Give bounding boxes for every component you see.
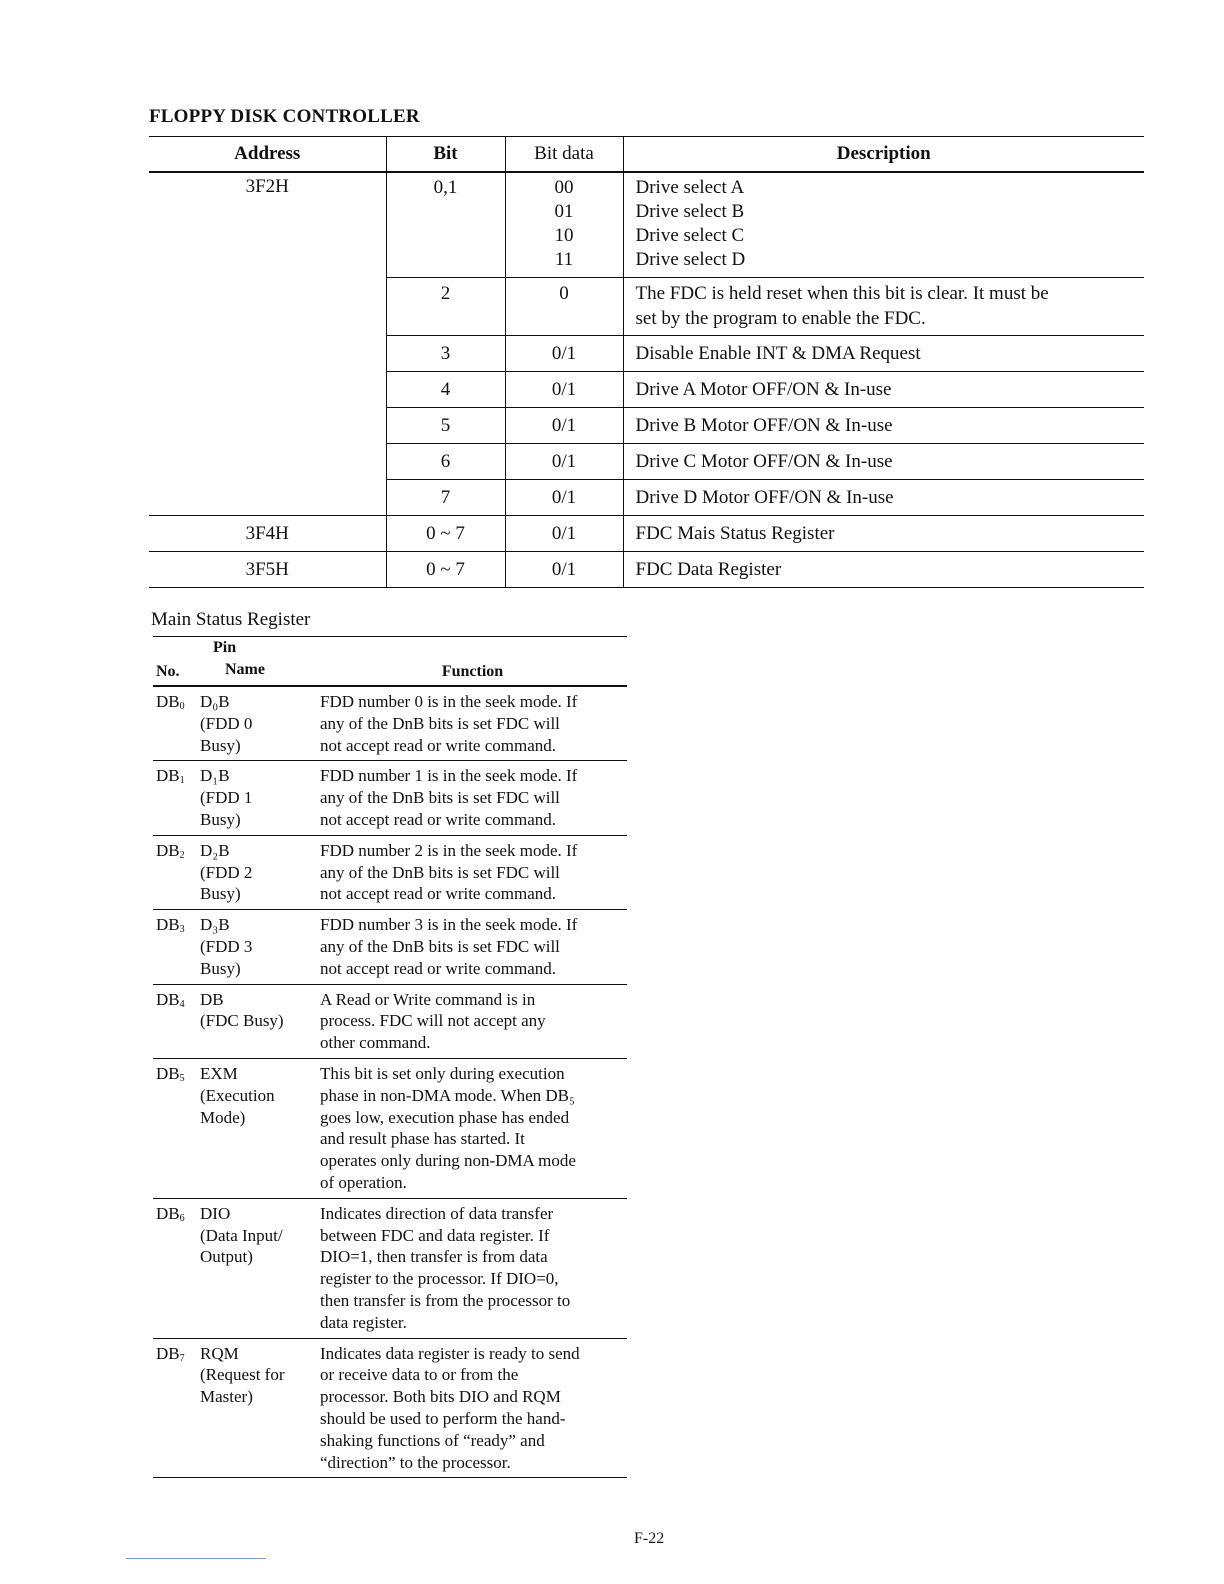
function-line: any of the DnB bits is set FDC will <box>320 788 560 808</box>
pin-name-line: Output) <box>200 1247 253 1267</box>
header-pin: Pin <box>213 639 237 656</box>
function-line: other command. <box>320 1033 431 1053</box>
function-cell <box>318 1058 627 1198</box>
description-cell <box>623 172 1144 278</box>
pin-number-cell <box>153 686 197 761</box>
bit-data-cell: 0/1 <box>505 480 623 516</box>
pin-number-cell <box>153 984 197 1058</box>
header-bit-data: Bit data <box>505 137 623 173</box>
pin-name-line: EXM <box>200 1063 238 1083</box>
description-cell: Drive B Motor OFF/ON & In-use <box>623 408 1144 444</box>
pin-name-cell <box>197 1198 318 1338</box>
description-line: set by the program to enable the FDC. <box>635 307 926 329</box>
pin-name-line: (FDD 3 <box>200 936 253 956</box>
address-cell: 3F5H <box>149 552 386 588</box>
header-bit: Bit <box>386 137 505 173</box>
function-line: any of the DnB bits is set FDC will <box>320 713 560 733</box>
pin-name-line: (FDC Busy) <box>200 1011 284 1031</box>
description-line: The FDC is held reset when this bit is clear. It must be <box>635 283 1049 304</box>
pin-number-cell <box>153 761 197 835</box>
bit-data-cell: 0/1 <box>505 408 623 444</box>
bit-data-value: 11 <box>554 249 574 270</box>
bit-data-cell: 0/1 <box>505 552 623 588</box>
bit-data-cell: 0 <box>505 278 623 336</box>
address-cell: 3F2H <box>149 172 386 516</box>
function-cell <box>318 686 627 761</box>
table-row <box>153 686 627 761</box>
function-line: data register. <box>320 1312 407 1332</box>
pin-subscript: 6 <box>179 1212 185 1224</box>
table-row <box>153 1338 627 1478</box>
page-number: F-22 <box>634 1530 665 1547</box>
table-row <box>153 1058 627 1198</box>
bit-cell: 2 <box>386 278 505 336</box>
description-cell <box>623 278 1144 336</box>
pin-subscript: 5 <box>179 1072 185 1084</box>
pin-name-cell <box>197 835 318 909</box>
function-line: register to the processor. If DIO=0, <box>320 1269 559 1289</box>
header-name: Name <box>225 661 265 678</box>
bit-cell: 7 <box>386 480 505 516</box>
function-line: not accept read or write command. <box>320 884 557 904</box>
bit-data-value: 01 <box>554 201 574 222</box>
description-cell: Drive A Motor OFF/ON & In-use <box>623 372 1144 408</box>
bit-data-value: 10 <box>554 225 574 246</box>
pin-number-cell <box>153 835 197 909</box>
section-title: Main Status Register <box>151 609 311 630</box>
pin-number-cell <box>153 1338 197 1478</box>
bit-cell: 0,1 <box>386 172 505 278</box>
bit-cell: 0 ~ 7 <box>386 516 505 552</box>
table-row <box>153 761 627 835</box>
pin-number: DB <box>156 989 180 1009</box>
function-line: shaking functions of “ready” and <box>320 1430 545 1450</box>
pin-name-line: (Request for <box>200 1365 285 1385</box>
pin-number: DB <box>156 1343 180 1363</box>
pin-name-cell <box>197 984 318 1058</box>
pin-name-line: D₀B <box>200 692 230 711</box>
pin-name-line: RQM <box>200 1343 239 1363</box>
pin-name-line: D₃B <box>200 915 230 935</box>
fdc-header-row <box>149 137 1144 173</box>
fdc-register-table <box>149 136 1144 588</box>
function-cell <box>318 910 627 984</box>
pin-name-line: (Data Input/ <box>200 1225 283 1245</box>
function-line: FDD number 2 is in the seek mode. If <box>320 840 578 860</box>
pin-name-cell <box>197 1058 318 1198</box>
pin-name-line: (FDD 0 <box>200 713 253 733</box>
pin-name-line: D₂B <box>200 840 230 860</box>
bit-data-value: 00 <box>554 177 574 198</box>
table-row <box>149 172 1144 278</box>
bit-cell: 0 ~ 7 <box>386 552 505 588</box>
bit-cell: 3 <box>386 336 505 372</box>
pin-number: DB <box>156 1063 180 1083</box>
pin-number-cell <box>153 910 197 984</box>
function-line: not accept read or write command. <box>320 735 557 755</box>
bit-data-cell <box>505 172 623 278</box>
function-cell <box>318 835 627 909</box>
pin-name-line: (FDD 2 <box>200 862 253 882</box>
function-line: processor. Both bits DIO and RQM <box>320 1387 561 1407</box>
pin-subscript: 1 <box>179 775 185 787</box>
function-line: operates only during non-DMA mode <box>320 1151 576 1171</box>
function-line: Indicates direction of data transfer <box>320 1203 554 1223</box>
table-row <box>153 1198 627 1338</box>
function-line: FDD number 1 is in the seek mode. If <box>320 766 578 786</box>
function-line: Indicates data register is ready to send <box>320 1343 580 1363</box>
pin-number: DB <box>156 915 180 935</box>
pin-number-cell <box>153 1058 197 1198</box>
description-cell: FDC Data Register <box>623 552 1144 588</box>
bit-cell: 4 <box>386 372 505 408</box>
description-cell: FDC Mais Status Register <box>623 516 1144 552</box>
function-line: of operation. <box>320 1172 407 1192</box>
table-row <box>153 910 627 984</box>
pin-name-line: Busy) <box>200 884 241 904</box>
pin-name-line: (Execution <box>200 1085 275 1105</box>
function-line: between FDC and data register. If <box>320 1225 550 1245</box>
pin-number: DB <box>156 766 180 786</box>
function-line: phase in non-DMA mode. When DB₅ <box>320 1085 575 1105</box>
pin-name-line: Busy) <box>200 735 241 755</box>
pin-name-line: (FDD 1 <box>200 788 253 808</box>
scan-edge-line <box>126 1558 266 1559</box>
description-cell: Drive C Motor OFF/ON & In-use <box>623 444 1144 480</box>
function-line: then transfer is from the processor to <box>320 1290 571 1310</box>
function-line: This bit is set only during execution <box>320 1063 565 1083</box>
description-line: Drive select C <box>635 225 745 246</box>
function-line: any of the DnB bits is set FDC will <box>320 862 560 882</box>
pin-name-line: Busy) <box>200 958 241 978</box>
description-line: Drive select B <box>635 201 745 222</box>
function-line: A Read or Write command is in <box>320 989 536 1009</box>
header-description: Description <box>623 137 1144 173</box>
function-line: DIO=1, then transfer is from data <box>320 1247 548 1267</box>
pin-name-line: D₁B <box>200 766 230 786</box>
header-no: No. <box>153 637 197 687</box>
pin-name-cell <box>197 761 318 835</box>
description-line: Drive select D <box>635 249 746 270</box>
pin-subscript: 0 <box>179 701 185 712</box>
pin-name-line: Master) <box>200 1387 253 1407</box>
function-line: FDD number 0 is in the seek mode. If <box>320 692 578 711</box>
pin-name-line: DIO <box>200 1203 231 1223</box>
bit-cell: 5 <box>386 408 505 444</box>
bit-cell: 6 <box>386 444 505 480</box>
function-line: “direction” to the processor. <box>320 1452 511 1472</box>
msr-header-row <box>153 637 627 687</box>
pin-name-cell <box>197 1338 318 1478</box>
function-line: process. FDC will not accept any <box>320 1011 546 1031</box>
function-line: goes low, execution phase has ended <box>320 1107 570 1127</box>
function-line: not accept read or write command. <box>320 809 557 829</box>
function-cell <box>318 761 627 835</box>
function-line: or receive data to or from the <box>320 1365 519 1385</box>
pin-name-cell <box>197 910 318 984</box>
function-line: any of the DnB bits is set FDC will <box>320 936 560 956</box>
function-line: should be used to perform the hand- <box>320 1408 566 1428</box>
bit-data-cell: 0/1 <box>505 372 623 408</box>
pin-subscript: 3 <box>179 924 185 936</box>
table-row <box>149 552 1144 588</box>
pin-subscript: 2 <box>179 849 185 861</box>
function-cell <box>318 1338 627 1478</box>
pin-number: DB <box>156 692 180 711</box>
bit-data-cell: 0/1 <box>505 516 623 552</box>
main-status-register-table <box>153 636 627 1478</box>
function-cell <box>318 984 627 1058</box>
pin-subscript: 4 <box>179 998 185 1010</box>
function-line: FDD number 3 is in the seek mode. If <box>320 915 578 935</box>
pin-number: DB <box>156 1203 180 1223</box>
description-cell: Disable Enable INT & DMA Request <box>623 336 1144 372</box>
pin-subscript: 7 <box>179 1352 185 1364</box>
table-row <box>153 984 627 1058</box>
description-cell: Drive D Motor OFF/ON & In-use <box>623 480 1144 516</box>
pin-name-line: Busy) <box>200 809 241 829</box>
bit-data-cell: 0/1 <box>505 444 623 480</box>
page-title: FLOPPY DISK CONTROLLER <box>149 106 420 127</box>
pin-number-cell <box>153 1198 197 1338</box>
pin-name-line: DB <box>200 989 224 1009</box>
description-line: Drive select A <box>635 177 745 198</box>
header-function: Function <box>318 637 627 687</box>
function-cell <box>318 1198 627 1338</box>
pin-number: DB <box>156 840 180 860</box>
function-line: not accept read or write command. <box>320 958 557 978</box>
header-pin-name <box>197 637 318 687</box>
bit-data-cell: 0/1 <box>505 336 623 372</box>
table-row <box>153 835 627 909</box>
pin-name-cell <box>197 686 318 761</box>
table-row <box>149 516 1144 552</box>
function-line: and result phase has started. It <box>320 1129 525 1149</box>
pin-name-line: Mode) <box>200 1107 246 1127</box>
address-cell: 3F4H <box>149 516 386 552</box>
header-address: Address <box>149 137 386 173</box>
